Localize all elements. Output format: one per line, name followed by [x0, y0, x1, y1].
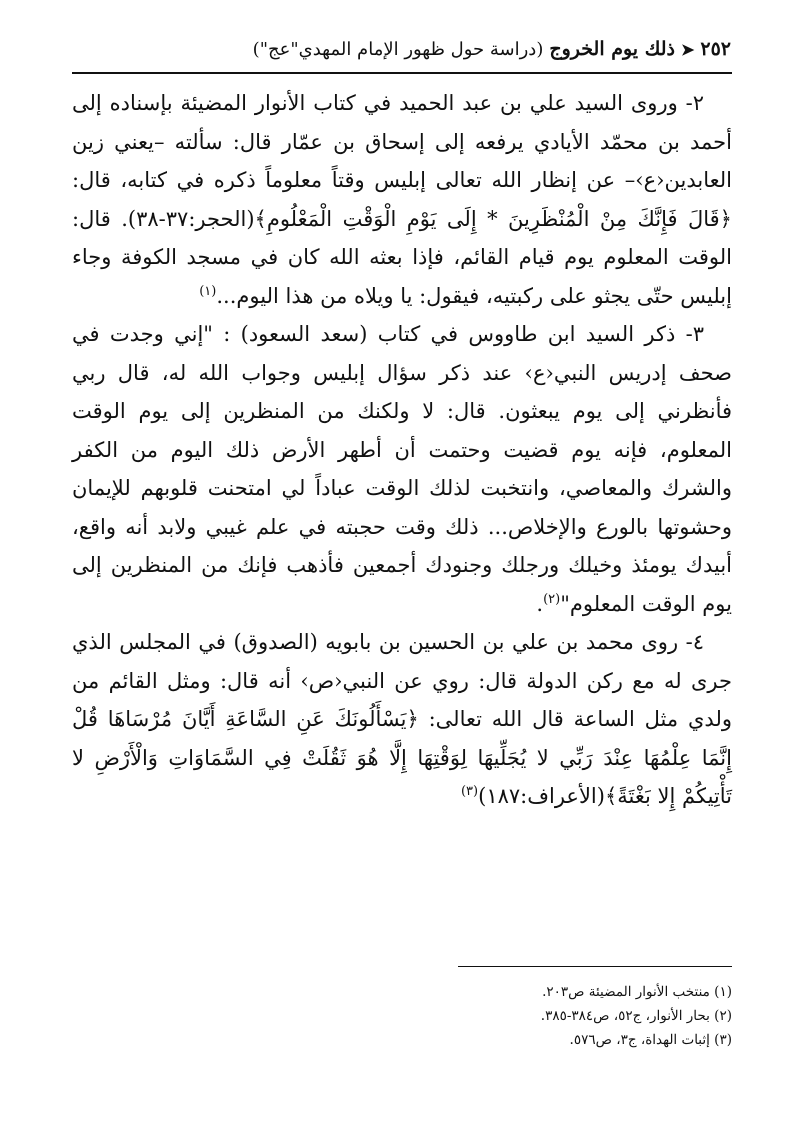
- arrow-icon: ➤: [680, 39, 695, 59]
- footnote-ref[interactable]: (١): [199, 283, 217, 299]
- footnote-2: (٢) بحار الأنوار، ج٥٢، ص٣٨٤-٣٨٥.: [540, 1008, 732, 1024]
- page-number: ٢٥٢: [700, 38, 731, 60]
- running-subtitle: (دراسة حول ظهور الإمام المهدي"عج"): [252, 38, 544, 60]
- paragraph-tail: .: [536, 591, 544, 616]
- main-text: [72, 84, 732, 816]
- footnote-divider: [458, 966, 732, 967]
- paragraph-3: [72, 315, 732, 623]
- running-title: ذلك يوم الخروج: [549, 38, 675, 60]
- paragraph-text: ٣- ذكر السيد ابن طاووس في كتاب (سعد السعود) : "إني وجدت في صحف إدريس النبي‹ع› عند ذكر سؤال إبليس وجواب الله له، قال ربي فأنظرني إلى يوم يبعثون. قال: لا ولكنك من المنظرين إلى يوم الوقت المعلوم، فإنه يوم قضيت وحتمت أن أطهر الأرض ذلك اليوم من الكفر والشرك والمعاصي، وانتخبت لذلك الوقت عباداً لي امتحنت قلوبهم للإيمان وحشوتها بالورع والإخلاص... ذلك وقت حجبته في علم غيبي ولابد أنه واقع، أبيدك يومئذ وخيلك ورجلك وجنودك أجمعين فأذهب فإنك من المنظرين إلى يوم الوقت المعلوم": [72, 322, 732, 616]
- footnote-3: (٣) إثبات الهداة، ج٣، ص٥٧٦.: [569, 1032, 732, 1048]
- footnotes: [72, 980, 732, 1052]
- paragraph-2: [72, 84, 732, 315]
- footnote-ref[interactable]: (٢): [543, 591, 561, 607]
- paragraph-text: ٢- وروى السيد علي بن عبد الحميد في كتاب الأنوار المضيئة بإسناده إلى أحمد بن محمّد الأيادي يرفعه إلى إسحاق بن عمّار قال: سألته –يعني زين العابدين‹ع›– عن إنظار الله تعالى إبليس وقتاً معلوماً ذكره في كتابه، قال: ﴿قَالَ فَإِنَّكَ مِنْ الْمُنْظَرِينَ * إِلَى يَوْمِ الْوَقْتِ الْمَعْلُومِ﴾(الحجر:٣٧-٣٨). قال: الوقت المعلوم يوم قيام القائم، فإذا بعثه الله كان في مسجد الكوفة وجاء إبليس حتّى يجثو على ركبتيه، فيقول: يا ويلاه من هذا اليوم...: [72, 91, 732, 308]
- page-header: [72, 34, 731, 64]
- paragraph-text: ٤- روى محمد بن علي بن الحسين بن بابويه (الصدوق) في المجلس الذي جرى له مع ركن الدولة قال: روي عن النبي‹ص› أنه قال: ومثل القائم من ولدي مثل الساعة قال الله تعالى: ﴿يَسْأَلُونَكَ عَنِ السَّاعَةِ أَيَّانَ مُرْسَاهَا قُلْ إِنَّمَا عِلْمُهَا عِنْدَ رَبِّي لا يُجَلِّيهَا لِوَقْتِهَا إِلَّا هُوَ ثَقُلَتْ فِي السَّمَاوَاتِ وَالْأَرْضِ لا تَأْتِيكُمْ إِلا بَغْتَةً﴾(الأعراف:١٨٧): [72, 630, 732, 808]
- paragraph-4: [72, 623, 732, 816]
- footnote-1: (١) منتخب الأنوار المضيئة ص٢٠٣.: [542, 984, 732, 1000]
- header-divider: [72, 72, 732, 74]
- footnote-ref[interactable]: (٣): [460, 784, 479, 799]
